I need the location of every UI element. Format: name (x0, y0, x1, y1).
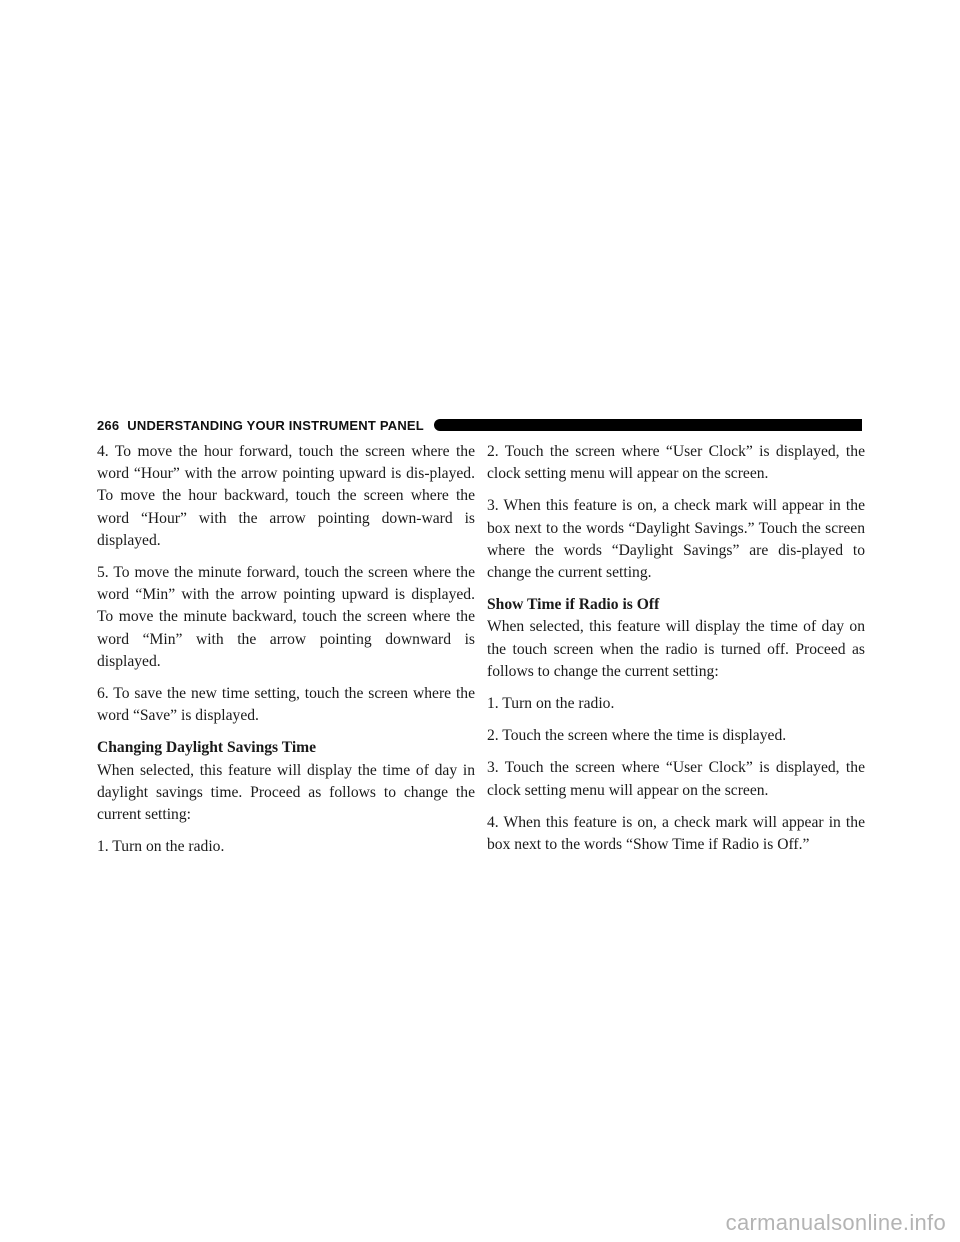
daylight-savings-intro: When selected, this feature will display the time of day in daylight savings time. Proceed as follows to change the current setting: (97, 761, 475, 824)
watermark: carmanualsonline.info (725, 1210, 946, 1235)
show-time-step-1: 1. Turn on the radio. (487, 695, 615, 713)
daylight-step-2: 2. Touch the screen where “User Clock” is displayed, the clock setting menu will appear on the screen. (487, 443, 865, 483)
daylight-step-1: 1. Turn on the radio. (97, 838, 225, 856)
show-time-step-3: 3. Touch the screen where “User Clock” is displayed, the clock setting menu will appear on the screen. (487, 759, 865, 799)
page-number: 266 (97, 417, 120, 433)
show-time-heading: Show Time if Radio is Off (487, 596, 660, 614)
step-5-minute-paragraph: 5. To move the minute forward, touch the screen where the word “Min” with the arrow pointing upward is displayed. To move the minute backward, touch the screen where the word “Min” with the arrow pointing downward is displayed. (97, 564, 475, 670)
daylight-savings-heading: Changing Daylight Savings Time (97, 739, 317, 757)
show-time-intro: When selected, this feature will display the time of day on the touch screen when the radio is turned off. Proceed as follows to change the current setting: (487, 618, 865, 680)
right-column (487, 441, 865, 866)
show-time-step-4: 4. When this feature is on, a check mark will appear in the box next to the words “Show Time if Radio is Off.” (487, 813, 865, 854)
section-title: UNDERSTANDING YOUR INSTRUMENT PANEL (127, 417, 424, 433)
left-column (97, 441, 475, 868)
header-rule (434, 419, 862, 431)
show-time-step-2: 2. Touch the screen where the time is displayed. (487, 727, 787, 745)
page-header (97, 416, 862, 434)
step-4-hour-paragraph: 4. To move the hour forward, touch the screen where the word “Hour” with the arrow pointing upward is dis-played. To move the hour backward, touch the screen where the word “Hour” with the arrow pointing down-ward is displayed. (97, 443, 475, 549)
daylight-step-3: 3. When this feature is on, a check mark will appear in the box next to the words “Daylight Savings.” Touch the screen where the words “Daylight Savings” are dis-played to change the current setting. (487, 497, 865, 582)
step-6-save-paragraph: 6. To save the new time setting, touch the screen where the word “Save” is displayed. (97, 685, 475, 725)
